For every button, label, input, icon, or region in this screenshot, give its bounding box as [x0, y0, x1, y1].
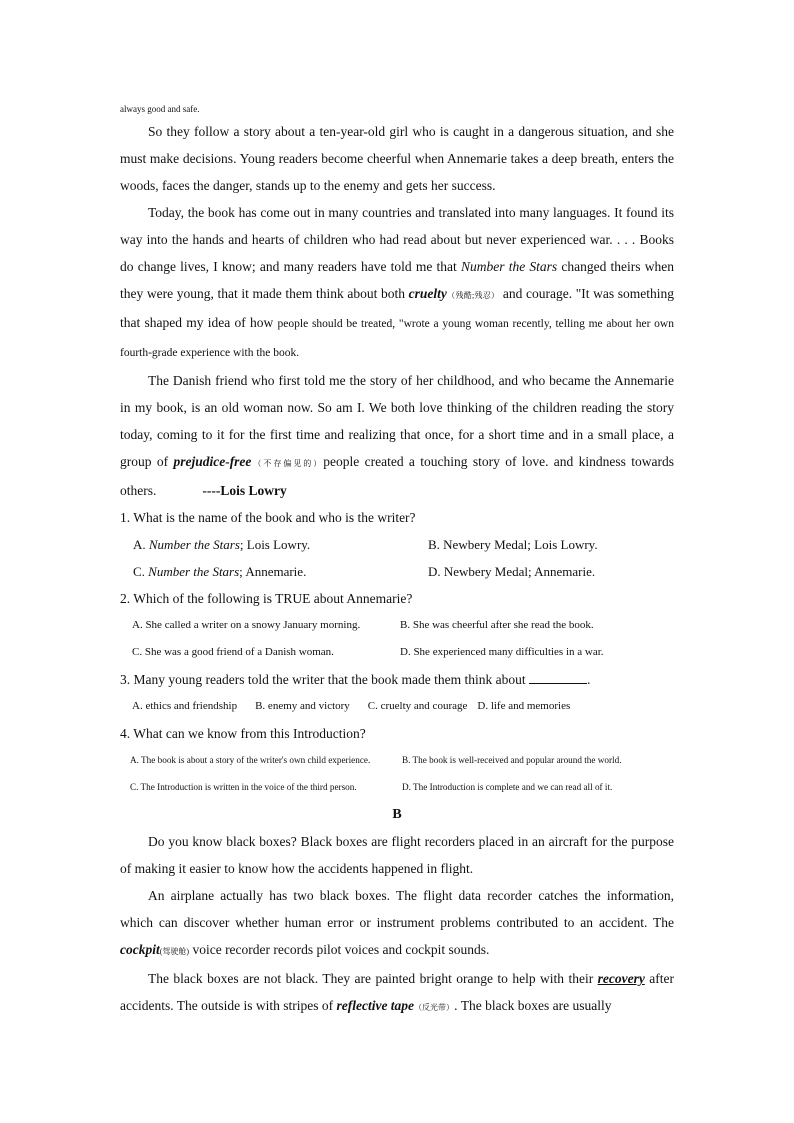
passage-b-paragraph-1: Do you know black boxes? Black boxes are flight recorders placed in an aircraft for the purpose of making it easier to know how the accidents happened in flight.: [120, 834, 674, 876]
question-3-option-b[interactable]: B. enemy and victory: [255, 700, 350, 712]
gloss-cruelty: （残酷;残忍）: [446, 291, 500, 300]
question-1-option-a[interactable]: A. Number the Stars; Lois Lowry.: [133, 537, 311, 552]
vocab-prejudice-free: prejudice-free: [173, 454, 252, 469]
gloss-prejudice-free: （不存偏见的）: [251, 459, 324, 468]
document-content: [120, 100, 674, 1021]
passage-a-paragraph-2: Today, the book has come out in many countries and translated into many languages. It found its way into the hands and hearts of children who had read about but never experienced war. . . . Books do change lives, I know; and many readers have told me that Number the Stars changed theirs when they were young, that it made them think about both cruelty（残酷;残忍） and courage. "It was something that shaped my idea of how people should be treated, "wrote a young woman recently, telling me about her own fourth-grade experience with the book.: [120, 205, 674, 359]
gloss-cockpit: (驾驶舱): [159, 947, 190, 956]
question-4-option-c[interactable]: C. The Introduction is written in the voice of the third person.: [130, 782, 357, 792]
question-1-option-d[interactable]: D. Newbery Medal; Annemarie.: [428, 564, 596, 579]
question-1-options-row-1: [120, 531, 674, 558]
question-2-options-row-2: [120, 639, 674, 666]
question-4-option-a[interactable]: A. The book is about a story of the writer's own child experience.: [130, 755, 371, 765]
section-b-heading: B: [392, 807, 402, 822]
question-3-options: [120, 693, 674, 720]
question-3-option-a[interactable]: A. ethics and friendship: [132, 700, 238, 712]
question-2-option-c[interactable]: C. She was a good friend of a Danish woman.: [132, 646, 334, 658]
lead-line: always good and safe.: [120, 104, 200, 114]
question-3-stem: 3. Many young readers told the writer that the book made them think about .: [120, 672, 591, 687]
question-1-stem: 1. What is the name of the book and who is the writer?: [120, 510, 416, 525]
gloss-reflective-tape: （反光带）: [414, 1003, 455, 1012]
vocab-reflective-tape: reflective tape: [336, 998, 415, 1013]
question-2-options-row-1: [120, 612, 674, 639]
book-title: Number the Stars: [461, 259, 558, 274]
author-signature: ----Lois Lowry: [202, 483, 287, 498]
question-2-option-a[interactable]: A. She called a writer on a snowy January morning.: [132, 619, 361, 631]
question-4-options-row-2: [120, 774, 674, 801]
answer-blank: [529, 671, 587, 684]
question-4-option-d[interactable]: D. The Introduction is complete and we can read all of it.: [402, 782, 613, 792]
question-2-stem: 2. Which of the following is TRUE about Annemarie?: [120, 591, 413, 606]
passage-b-paragraph-2: An airplane actually has two black boxes. The flight data recorder catches the information, which can discover whether human error or instrument problems contributed to an accident. The cockpit(驾驶舱) voice recorder records pilot voices and cockpit sounds.: [120, 888, 674, 957]
question-1-option-c[interactable]: C. Number the Stars; Annemarie.: [133, 564, 307, 579]
passage-a-paragraph-3: The Danish friend who first told me the story of her childhood, and who became the Annemarie in my book, is an old woman now. So am I. We both love thinking of the children reading the story today, coming to it for the first time and realizing that once, for a short time and in a small place, a group of prejudice-free（不存偏见的）people created a touching story of love. and kindness towards others. ----Lois Lowry: [120, 373, 674, 498]
vocab-cockpit: cockpit: [120, 942, 160, 957]
vocab-recovery: recovery: [597, 971, 645, 986]
passage-a-paragraph-1: So they follow a story about a ten-year-old girl who is caught in a dangerous situation, and she must make decisions. Young readers become cheerful when Annemarie takes a deep breath, enters the woods, faces the danger, stands up to the enemy and gets her success.: [120, 124, 674, 193]
vocab-cruelty: cruelty: [408, 286, 447, 301]
question-1-option-b[interactable]: B. Newbery Medal; Lois Lowry.: [428, 537, 598, 552]
question-2-option-d[interactable]: D. She experienced many difficulties in a war.: [400, 646, 604, 658]
question-1-options-row-2: [120, 558, 674, 585]
question-4-stem: 4. What can we know from this Introduction?: [120, 726, 366, 741]
question-4-options-row-1: [120, 747, 674, 774]
question-3-option-c[interactable]: C. cruelty and courage: [367, 700, 468, 712]
question-4-option-b[interactable]: B. The book is well-received and popular around the world.: [402, 755, 622, 765]
passage-b-paragraph-3: The black boxes are not black. They are painted bright orange to help with their recovery after accidents. The outside is with stripes of reflective tape（反光带）. The black boxes are usually: [120, 971, 674, 1013]
question-3-option-d[interactable]: D. life and memories: [477, 700, 571, 712]
question-2-option-b[interactable]: B. She was cheerful after she read the book.: [400, 619, 594, 631]
